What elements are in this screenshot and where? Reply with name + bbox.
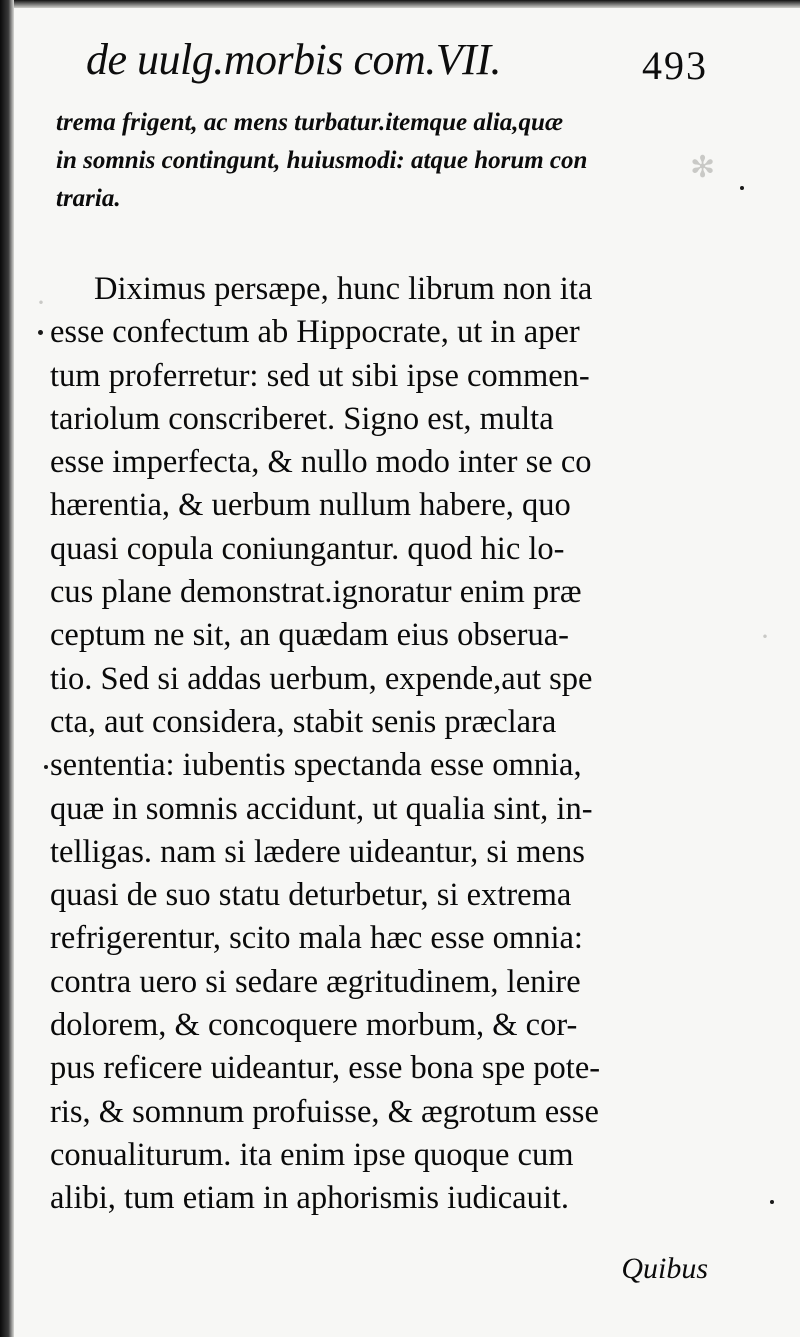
text-line: ris, & somnum profuisse, & ægrotum esse bbox=[50, 1093, 599, 1130]
catchword: Quibus bbox=[621, 1252, 708, 1285]
ink-speck bbox=[38, 330, 43, 335]
text-line: alibi, tum etiam in aphorismis iudicauit. bbox=[50, 1180, 570, 1217]
ink-speck bbox=[770, 1200, 774, 1204]
text-line: esse confectum ab Hippocrate, ut in aper bbox=[50, 314, 580, 351]
text-line: telligas. nam si lædere uideantur, si mens bbox=[50, 833, 585, 870]
text-line: tum proferretur: sed ut sibi ipse commen- bbox=[50, 357, 590, 394]
commentary-paragraph bbox=[50, 268, 720, 1221]
ink-speck bbox=[44, 765, 48, 769]
ink-speck bbox=[740, 186, 744, 190]
text-line: dolorem, & concoquere morbum, & cor- bbox=[50, 1007, 578, 1044]
text-line: refrigerentur, scito mala hæc esse omnia: bbox=[50, 920, 583, 957]
text-line: in somnis contingunt, huiusmodi: atque horum con bbox=[56, 147, 588, 174]
text-line: quasi copula coniungantur. quod hic lo- bbox=[50, 530, 565, 567]
text-line: traria. bbox=[56, 185, 121, 212]
text-line: cta, aut considera, stabit senis præclara bbox=[50, 703, 557, 740]
text-line: tariolum conscriberet. Signo est, multa bbox=[50, 400, 554, 437]
text-line: trema frigent, ac mens turbatur.itemque alia,quæ bbox=[56, 109, 563, 136]
binding-gutter-shadow bbox=[0, 0, 14, 1337]
text-line: pus reficere uideantur, esse bona spe pote- bbox=[50, 1050, 601, 1087]
running-title: de uulg.morbis com.VII. bbox=[86, 35, 501, 84]
bleed-through-mark: · bbox=[36, 286, 46, 319]
text-line: ceptum ne sit, an quædam eius obseruа- bbox=[50, 617, 569, 654]
text-line: Diximus persæpe, hunc librum non ita bbox=[94, 271, 593, 307]
page-top-shadow bbox=[0, 0, 800, 8]
text-line: esse imperfecta, & nullo modo inter se co bbox=[50, 444, 592, 481]
text-line: hærentia, & uerbum nullum habere, quo bbox=[50, 487, 571, 524]
intro-italic-text bbox=[56, 104, 718, 218]
bleed-through-mark: ✻ bbox=[690, 151, 716, 184]
text-line: quæ in somnis accidunt, ut qualia sint, in- bbox=[50, 790, 593, 827]
text-line: tio. Sed si addas uerbum, expende,aut spe bbox=[50, 660, 593, 697]
text-line: contra uero si sedare ægritudinem, lenire bbox=[50, 963, 581, 1000]
text-line: conualiturum. ita enim ipse quoque cum bbox=[50, 1136, 574, 1173]
running-header bbox=[86, 34, 726, 90]
text-line: sententia: iubentis spectanda esse omnia, bbox=[50, 747, 582, 784]
page-number: 493 bbox=[642, 43, 708, 88]
text-line: cus plane demonstrat.ignoratur enim præ bbox=[50, 574, 582, 611]
text-line: quasi de suo statu deturbetur, si extrema bbox=[50, 877, 572, 914]
bleed-through-mark: · bbox=[760, 620, 770, 653]
